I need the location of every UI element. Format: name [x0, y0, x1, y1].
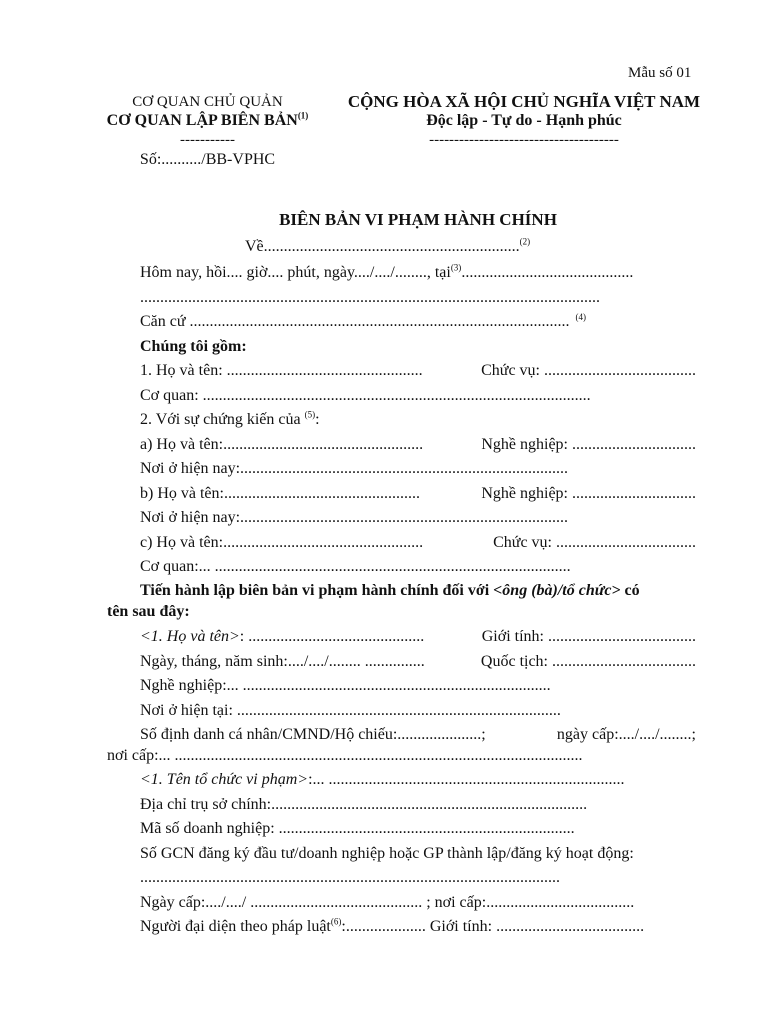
form-number: Mẫu số 01: [628, 65, 692, 81]
about-text: Về................................................................: [245, 238, 520, 255]
p1-name: 1. Họ và tên: .................................................: [140, 362, 423, 379]
line-a: [140, 436, 696, 454]
v-name: : ............................................: [239, 628, 425, 645]
line-org-rep: [140, 918, 696, 936]
org-name-label: <1. Tên tổ chức vi phạm>: [140, 771, 309, 788]
document-title: BIÊN BẢN VI PHẠM HÀNH CHÍNH: [279, 210, 557, 229]
line-witness: [140, 411, 696, 429]
today-dots: ...........................................: [461, 264, 634, 281]
a-job: Nghề nghiệp: ...............................: [481, 436, 696, 453]
b-job: Nghề nghiệp: ...............................: [481, 485, 696, 502]
line-dots-1: ...................................................................................................................: [140, 289, 600, 306]
line-org-gcn-dots: .........................................................................................................: [140, 869, 560, 886]
today-text: Hôm nay, hồi.... giờ.... phút, ngày..../..../........, tại: [140, 264, 451, 281]
agency-name: [95, 112, 320, 130]
proceed-tail: có: [620, 582, 640, 599]
line-v-id: [140, 726, 696, 744]
proceed-text: Tiến hành lập biên bản vi phạm hành chính đối với: [140, 582, 494, 599]
line-org-date: Ngày cấp:..../..../ ........................................... ; nơi cấp:.....................................: [140, 894, 635, 911]
v-dob: Ngày, tháng, năm sinh:..../..../........ ...............: [140, 653, 425, 670]
motto: Độc lập - Tự do - Hạnh phúc: [426, 112, 622, 129]
motto-rule: --------------------------------------: [429, 132, 619, 148]
line-org-gcn: Số GCN đăng ký đầu tư/doanh nghiệp hoặc GP thành lập/đăng ký hoạt động:: [140, 845, 634, 862]
agency-parent: CƠ QUAN CHỦ QUẢN: [132, 94, 283, 110]
agency-note: (1): [297, 110, 309, 121]
c-position: Chức vụ: ...................................: [493, 534, 696, 551]
org-rep-label: Người đại diện theo pháp luật: [140, 918, 331, 935]
country-name: CỘNG HÒA XÃ HỘI CHỦ NGHĨA VIỆT NAM: [347, 92, 701, 111]
proceed-subject: <ông (bà)/tổ chức>: [493, 582, 621, 599]
line-p1-org: Cơ quan: .................................................................................................: [140, 387, 591, 404]
line-basis: [140, 313, 696, 331]
a-name: a) Họ và tên:..................................................: [140, 436, 424, 453]
basis-text: Căn cứ ...............................................................................................: [140, 313, 570, 330]
line-v-id-place: nơi cấp:... ......................................................................................................: [107, 747, 583, 764]
witness-colon: :: [315, 411, 320, 428]
line-v-name: [140, 628, 696, 646]
line-person-1: [140, 362, 696, 380]
we-include: Chúng tôi gồm:: [140, 338, 247, 355]
line-org-tax: Mã số doanh nghiệp: ..........................................................................: [140, 820, 575, 837]
c-name: c) Họ và tên:..................................................: [140, 534, 424, 551]
v-id-date: ngày cấp:..../..../........;: [556, 726, 696, 743]
agency-rule: -----------: [180, 132, 235, 148]
about-line: [245, 238, 530, 256]
line-c-org: Cơ quan:... .........................................................................................: [140, 558, 571, 575]
line-a-addr: Nơi ở hiện nay:..................................................................................: [140, 460, 569, 477]
document-number: Số:........../BB-VPHC: [139, 151, 276, 168]
today-note: (3): [450, 264, 462, 273]
line-b: [140, 485, 696, 503]
b-name: b) Họ và tên:.................................................: [140, 485, 420, 502]
v-gender: Giới tính: .....................................: [481, 628, 696, 645]
org-rep-note: (6): [330, 918, 342, 927]
line-today: [140, 264, 696, 282]
about-note: (2): [519, 236, 531, 247]
line-c: [140, 534, 696, 552]
line-org-addr: Địa chỉ trụ sở chính:...............................................................................: [140, 796, 588, 813]
v-nationality: Quốc tịch: ....................................: [480, 653, 696, 670]
basis-note: (4): [575, 313, 587, 322]
line-v-dob: [140, 653, 696, 671]
p1-position: Chức vụ: ......................................: [481, 362, 696, 379]
witness-note: (5): [304, 411, 316, 420]
line-v-job: Nghề nghiệp:... .............................................................................: [140, 677, 551, 694]
line-org-name: [140, 771, 696, 789]
v-id-number: Số định danh cá nhân/CMND/Hộ chiếu:.....................;: [140, 726, 486, 743]
v-name-label: <1. Họ và tên>: [140, 628, 240, 645]
org-rep-tail: :.................... Giới tính: .....................................: [341, 918, 645, 935]
line-b-addr: Nơi ở hiện nay:..................................................................................: [140, 509, 569, 526]
agency-name-text: CƠ QUAN LẬP BIÊN BẢN: [106, 112, 298, 129]
witness-text: 2. Với sự chứng kiến của: [140, 411, 301, 428]
org-name: :... ..........................................................................: [308, 771, 625, 788]
proceed-cont: tên sau đây:: [107, 603, 190, 620]
line-proceed: [140, 582, 696, 600]
line-v-addr: Nơi ở hiện tại: .................................................................................: [140, 702, 561, 719]
